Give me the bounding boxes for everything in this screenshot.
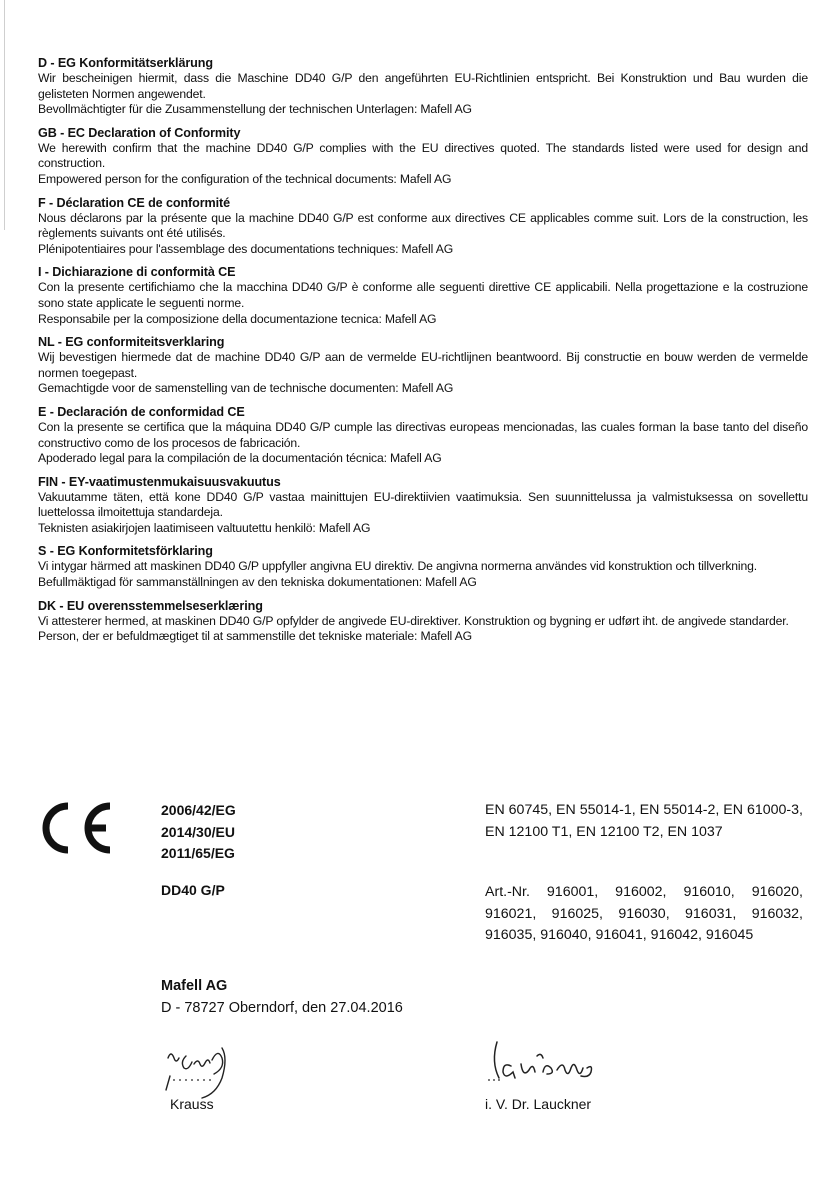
section-title: I - Dichiarazione di conformità CE: [38, 265, 236, 280]
signer-name-right: i. V. Dr. Lauckner: [485, 1096, 592, 1112]
section-nl: [38, 334, 808, 397]
section-statement: Wir bescheinigen hiermit, dass die Maschine DD40 G/P den angeführten EU-Richtlinien entspricht. Bei Konstruktion und Bau wurden die gelisteten Normen angewendet.: [38, 71, 808, 101]
section-title: D - EG Konformitätserklärung: [38, 56, 213, 70]
section-statement: Vi intygar härmed att maskinen DD40 G/P uppfyller angivna EU direktiv. De angivna normerna användes vid konstruktion och tillverkning.: [38, 559, 757, 574]
section-fin: [38, 474, 808, 537]
place-and-date: D - 78727 Oberndorf, den 27.04.2016: [161, 1000, 403, 1016]
section-authorized-person: Apoderado legal para la compilación de la documentación técnica: Mafell AG: [38, 451, 442, 466]
company-name: Mafell AG: [161, 978, 228, 994]
section-fr: [38, 195, 808, 258]
section-authorized-person: Plénipotentiaires pour l'assemblage des documentations techniques: Mafell AG: [38, 241, 454, 256]
section-title: E - Declaración de conformidad CE: [38, 404, 245, 419]
section-statement: Wij bevestigen hiermede dat de machine DD40 G/P aan de vermelde EU-richtlijnen beantwoord. Bij constructie en bouw werden de vermelde normen toegepast.: [38, 350, 808, 380]
section-title: GB - EC Declaration of Conformity: [38, 125, 241, 140]
section-title: F - Déclaration CE de conformité: [38, 195, 231, 210]
directive-item: 2006/42/EG: [161, 802, 236, 818]
article-numbers: Art.-Nr. 916001, 916002, 916010, 916020, 916021, 916025, 916030, 916031, 916032, 916035, 916040, 916041, 916042, 916045: [485, 884, 803, 943]
signer-name-left: Krauss: [170, 1096, 214, 1112]
directive-item: 2011/65/EG: [161, 845, 235, 861]
section-de: [38, 55, 808, 118]
section-es: [38, 404, 808, 467]
section-title: S - EG Konformitetsförklaring: [38, 544, 213, 559]
ce-mark-logo: [38, 800, 116, 856]
signature-right: [483, 1034, 663, 1104]
section-title: DK - EU overensstemmelseserklæring: [38, 598, 263, 613]
directives-list: [161, 800, 236, 865]
section-gb: [38, 125, 808, 188]
section-authorized-person: Befullmäktigad för sammanställningen av den tekniska dokumentationen: Mafell AG: [38, 575, 477, 590]
declaration-sections: [38, 55, 808, 652]
section-authorized-person: Teknisten asiakirjojen laatimiseen valtuutettu henkilö: Mafell AG: [38, 520, 371, 535]
section-authorized-person: Bevollmächtigter für die Zusammenstellung der technischen Unterlagen: Mafell AG: [38, 102, 472, 117]
directive-item: 2014/30/EU: [161, 823, 235, 840]
machine-model: DD40 G/P: [161, 882, 225, 898]
section-statement: Nous déclarons par la présente que la machine DD40 G/P est conforme aux directives CE applicables comme suit. Lors de la construction, les règlements suivants ont été utilisés.: [38, 210, 808, 241]
section-authorized-person: Responsabile per la composizione della documentazione tecnica: Mafell AG: [38, 311, 437, 326]
section-it: [38, 264, 808, 327]
section-title: NL - EG conformiteitsverklaring: [38, 335, 225, 350]
section-statement: Vakuutamme täten, että kone DD40 G/P vastaa mainittujen EU-direktiivien vaatimuksia. Sen suunnittelussa ja valmistuksessa on sovellettu luettelossa ilmoitettuja standardeja.: [38, 489, 808, 520]
section-statement: Con la presente se certifica que la máquina DD40 G/P cumple las directivas europeas mencionadas, las cuales forman la base tanto del diseño constructivo como de los procesos de fabricación.: [38, 419, 808, 450]
section-se: [38, 543, 808, 590]
section-authorized-person: Empowered person for the configuration of the technical documents: Mafell AG: [38, 171, 452, 186]
section-statement: We herewith confirm that the machine DD40 G/P complies with the EU directives quoted. The standards listed were used for design and construction.: [38, 140, 808, 171]
section-statement: Vi attesterer hermed, at maskinen DD40 G/P opfylder de angivede EU-direktiver. Konstruktion og bygning er udført iht. de angivede standarder.: [38, 613, 789, 628]
section-statement: Con la presente certifichiamo che la macchina DD40 G/P è conforme alle seguenti direttive CE applicabili. Nella progettazione e la costruzione sono state applicate le seguenti norme.: [38, 280, 808, 310]
section-title: FIN - EY-vaatimustenmukaisuusvakuutus: [38, 474, 281, 489]
section-dk: [38, 598, 808, 645]
page-edge-line: [4, 0, 5, 230]
standards-list: EN 60745, EN 55014-1, EN 55014-2, EN 61000-3, EN 12100 T1, EN 12100 T2, EN 1037: [485, 802, 803, 840]
section-authorized-person: Person, der er befuldmægtiget til at sammenstille det tekniske materiale: Mafell AG: [38, 629, 472, 644]
section-authorized-person: Gemachtigde voor de samenstelling van de technische documenten: Mafell AG: [38, 381, 454, 396]
